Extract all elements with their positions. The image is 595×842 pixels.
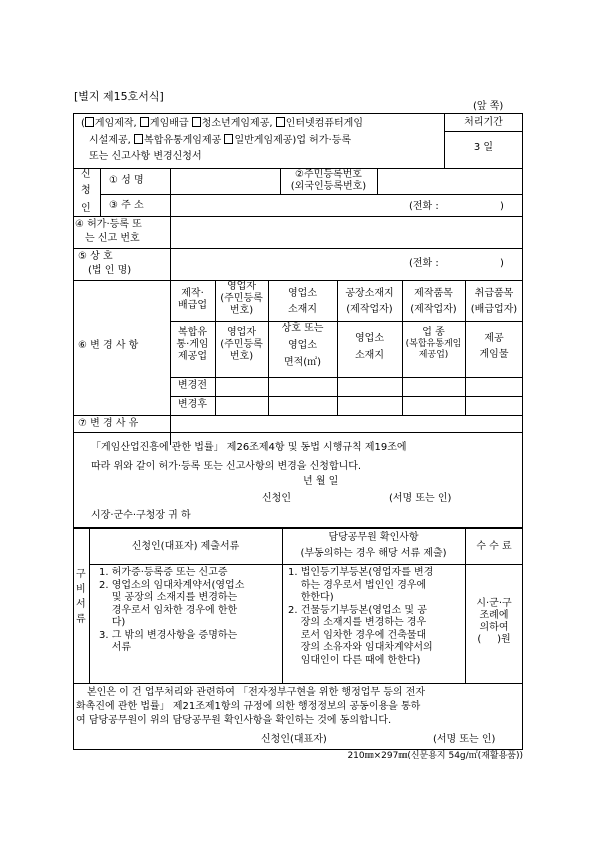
hdr1-col6: 취급품목 (배급업자) bbox=[470, 288, 518, 315]
applicant-phone-close: ) bbox=[500, 201, 504, 212]
hdr1-col2: 영업자 (주민등록 번호) bbox=[220, 281, 263, 316]
processing-label: 처리기간 bbox=[464, 117, 503, 128]
list-item: 3. 그 밖의 변경사항을 증명하는 bbox=[99, 629, 238, 641]
applicant-label-1: 신 bbox=[81, 169, 91, 180]
docs-col2-header-2: (부동의하는 경우 해당 서류 제출) bbox=[300, 548, 447, 559]
hdr2-col4: 영업소 소재지 bbox=[355, 333, 384, 361]
processing-value: 3 일 bbox=[473, 142, 494, 153]
docs-side-label: 구 비 서 류 bbox=[76, 569, 86, 625]
declaration-date: 년 월 일 bbox=[303, 476, 339, 487]
list-item: 2. 영업소의 임대차계약서(영업소 bbox=[99, 579, 245, 591]
form-number: [별지 제15호서식] bbox=[74, 90, 164, 103]
permit-no-label-1: ④ 허가·등록 또 bbox=[75, 219, 142, 230]
regno-label-1: ②주민등록번호 bbox=[295, 169, 362, 180]
list-item: 1. 법인등기부등본(영업자를 변경 bbox=[288, 567, 434, 578]
checkbox[interactable] bbox=[276, 117, 285, 127]
docs-col3-header: 수 수 료 bbox=[476, 541, 512, 552]
applicant-label-2: 청 bbox=[81, 185, 91, 196]
declaration-sign: (서명 또는 인) bbox=[389, 493, 452, 504]
hdr1-col1: 제작· 배급업 bbox=[178, 288, 207, 311]
docs-col1-list: 1. 허가증·등록증 또는 신고증 2. 영업소의 임대차계약서(영업소 및 공장의 소재지를 변경하는 경우로서 임차한 경우에 한한 다) 3. 그 밖의 변경사항을 증명하는 서류 bbox=[99, 567, 245, 653]
declaration-line-1: 「게임산업진흥에 관한 법률」 제26조제4항 및 동법 시행규칙 제19조에 bbox=[91, 442, 407, 453]
business-name-label-2: (법 인 명) bbox=[88, 265, 132, 276]
consent-sign: (서명 또는 인) bbox=[433, 734, 496, 745]
changes-label: ⑥ 변 경 사 항 bbox=[78, 340, 139, 351]
hdr1-col5: 제작품목 (제작업자) bbox=[410, 288, 457, 315]
business-name-label-1: ⑤ 상 호 bbox=[78, 251, 113, 262]
consent-line-1: 본인은 이 건 업무처리와 관련하여 「전자정부구현을 위한 행정업무 등의 전자 bbox=[87, 687, 426, 698]
addressee: 시장·군수·구청장 귀 하 bbox=[91, 510, 191, 521]
checkbox[interactable] bbox=[134, 134, 143, 144]
address-label: ③ 주 소 bbox=[109, 200, 144, 211]
applicant-label-3: 인 bbox=[81, 203, 91, 214]
docs-col2-header-1: 담당공무원 확인사항 bbox=[328, 532, 419, 543]
name-label: ① 성 명 bbox=[109, 175, 144, 186]
list-item: 1. 허가증·등록증 또는 신고증 bbox=[99, 567, 228, 578]
title-line-3: 또는 신고사항 변경신청서 bbox=[89, 151, 202, 162]
after-label: 변경후 bbox=[178, 399, 207, 410]
permit-no-label-2: 는 신고 번호 bbox=[85, 233, 140, 244]
hdr1-col4: 공장소재지 (제작업자) bbox=[345, 288, 394, 315]
regno-label-2: (외국인등록번호) bbox=[290, 181, 367, 192]
before-label: 변경전 bbox=[178, 380, 207, 391]
hdr2-col6: 제공 게임물 bbox=[479, 333, 509, 360]
docs-col1-header: 신청인(대표자) 제출서류 bbox=[131, 541, 240, 552]
consent-line-3: 여 담당공무원이 위의 담당공무원 확인사항을 확인하는 것에 동의합니다. bbox=[76, 715, 392, 726]
title-line-1: ( 게임제작, 게임배급 청소년게임제공, 인터넷컴퓨터게임 bbox=[81, 118, 363, 129]
hdr2-col1: 복합유 통·게임 제공업 bbox=[176, 327, 209, 362]
hdr2-col3: 상호 또는 영업소 면적(㎡) bbox=[281, 323, 324, 368]
declaration-line-2: 따라 위와 같이 허가·등록 또는 신고사항의 변경을 신청합니다. bbox=[91, 461, 362, 472]
docs-col2-list: 1. 법인등기부등본(영업자를 변경 하는 경우로서 법인인 경우에 한한다) 2. 건물등기부등본(영업소 및 공 장의 소재지를 변경하는 경우 로서 임차한 경우에 건축물대 장의 소유자와 임대차계약서의 임대인이 다른 때에 한한다) bbox=[288, 567, 434, 666]
list-item: 2. 건물등기부등본(영업소 및 공 bbox=[288, 604, 427, 616]
declaration-applicant: 신청인 bbox=[262, 493, 291, 504]
hdr1-col3: 영업소 소재지 bbox=[288, 288, 317, 315]
title-line-2: 시설제공, 복합유통게임제공 일반게임제공)업 허가·등록 bbox=[89, 135, 351, 146]
hdr2-col2: 영업자 (주민등록 번호) bbox=[220, 327, 263, 362]
checkbox[interactable] bbox=[224, 134, 233, 144]
applicant-phone-label: (전화 : bbox=[409, 201, 439, 212]
fee-text: 시·군·구 조례에 의하여 ( )원 bbox=[476, 598, 512, 645]
reason-label: ⑦ 변 경 사 유 bbox=[78, 418, 139, 429]
checkbox[interactable] bbox=[85, 117, 94, 127]
checkbox[interactable] bbox=[140, 117, 149, 127]
hdr2-col5: 업 종 (복합유통게임 제공업) bbox=[405, 327, 462, 360]
consent-line-2: 화촉진에 관한 법률」 제21조제1항의 규정에 의한 행정정보의 공동이용을 통하 bbox=[76, 701, 421, 712]
side-indicator: (앞 쪽) bbox=[473, 101, 504, 112]
consent-applicant: 신청인(대표자) bbox=[261, 734, 327, 745]
business-phone-close: ) bbox=[500, 258, 504, 269]
business-phone-label: (전화 : bbox=[409, 258, 439, 269]
checkbox[interactable] bbox=[192, 117, 201, 127]
paper-spec: 210㎜×297㎜(신문용지 54g/㎡(재활용품)) bbox=[347, 751, 523, 761]
